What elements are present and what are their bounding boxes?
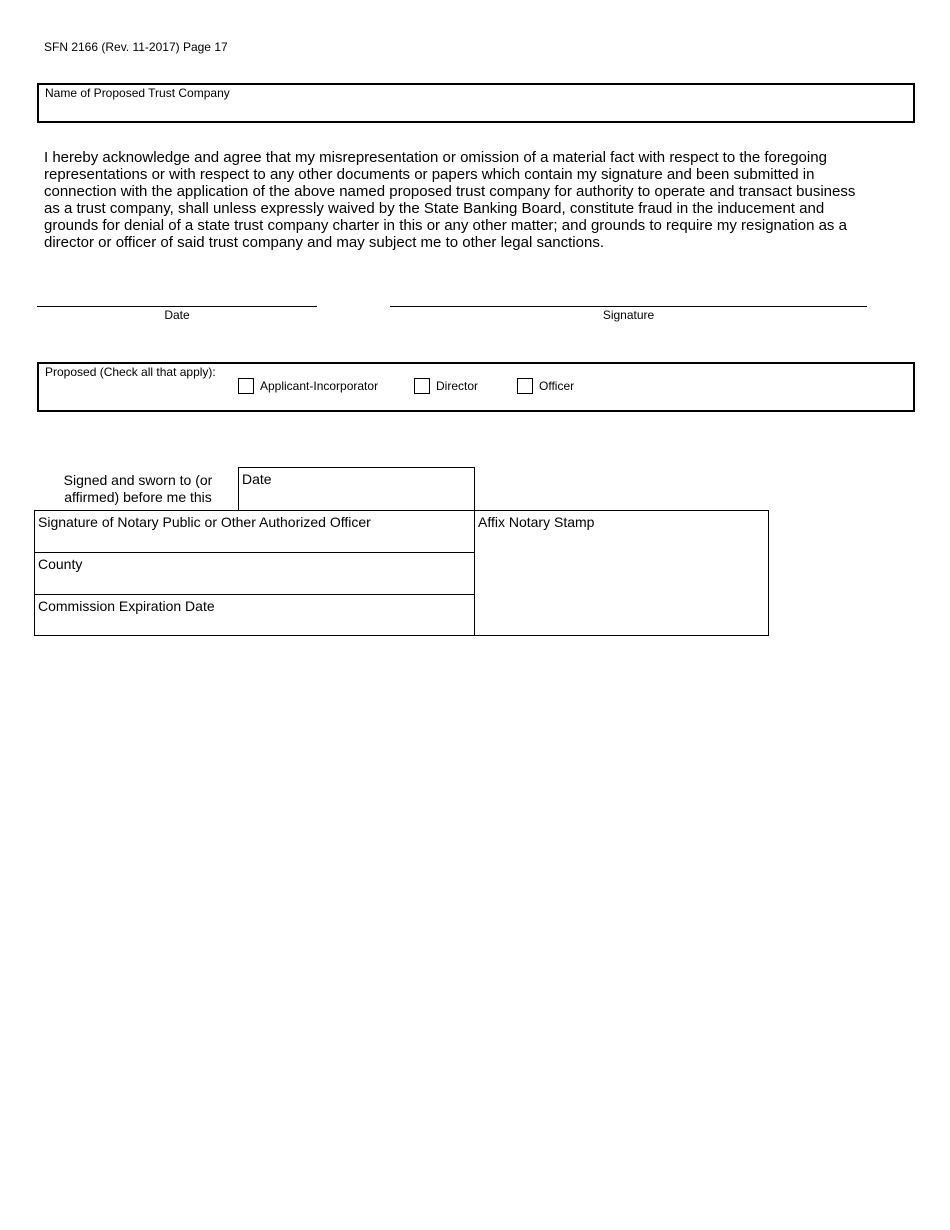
date-caption: Date — [164, 308, 190, 322]
notary-date-label: Date — [242, 471, 272, 487]
county-field[interactable] — [34, 552, 475, 595]
proposed-role-label: Proposed (Check all that apply): — [45, 365, 216, 379]
officer-checkbox[interactable] — [517, 378, 533, 394]
applicant-incorporator-checkbox[interactable] — [238, 378, 254, 394]
sworn-statement: Signed and sworn to (or affirmed) before me this — [63, 472, 213, 505]
trust-company-name-label: Name of Proposed Trust Company — [45, 86, 230, 100]
trust-company-name-field[interactable] — [37, 83, 915, 123]
signature-line[interactable] — [390, 306, 867, 307]
notary-date-field[interactable] — [238, 467, 475, 511]
director-label: Director — [436, 379, 479, 393]
officer-option[interactable] — [517, 378, 574, 394]
form-header: SFN 2166 (Rev. 11-2017) Page 17 — [44, 40, 228, 54]
applicant-incorporator-option[interactable] — [238, 378, 378, 394]
county-label: County — [38, 556, 83, 572]
commission-expiration-field[interactable] — [34, 594, 475, 636]
acknowledgement-paragraph: I hereby acknowledge and agree that my misrepresentation or omission of a material fact with respect to the foregoing representations or with respect to any other documents or papers which contain my signature and been submitted in connection with the application of the above named proposed trust company for authority to operate and transact business as a trust company, shall unless expressly waived by the State Banking Board, constitute fraud in the inducement and grounds for denial of a state trust company charter in this or any other matter; and grounds to require my resignation as a director or officer of said trust company and may subject me to other legal sanctions. — [44, 149, 856, 251]
notary-stamp-label: Affix Notary Stamp — [478, 514, 595, 530]
notary-stamp-area — [474, 510, 769, 636]
notary-signature-label: Signature of Notary Public or Other Authorized Officer — [38, 514, 371, 530]
director-option[interactable] — [414, 378, 478, 394]
signature-caption: Signature — [602, 308, 655, 322]
proposed-role-section — [37, 362, 915, 412]
officer-label: Officer — [539, 379, 575, 393]
notary-signature-field[interactable] — [34, 510, 475, 553]
date-signature-line[interactable] — [37, 306, 317, 307]
director-checkbox[interactable] — [414, 378, 430, 394]
applicant-incorporator-label: Applicant-Incorporator — [260, 379, 379, 393]
commission-expiration-label: Commission Expiration Date — [38, 598, 215, 614]
